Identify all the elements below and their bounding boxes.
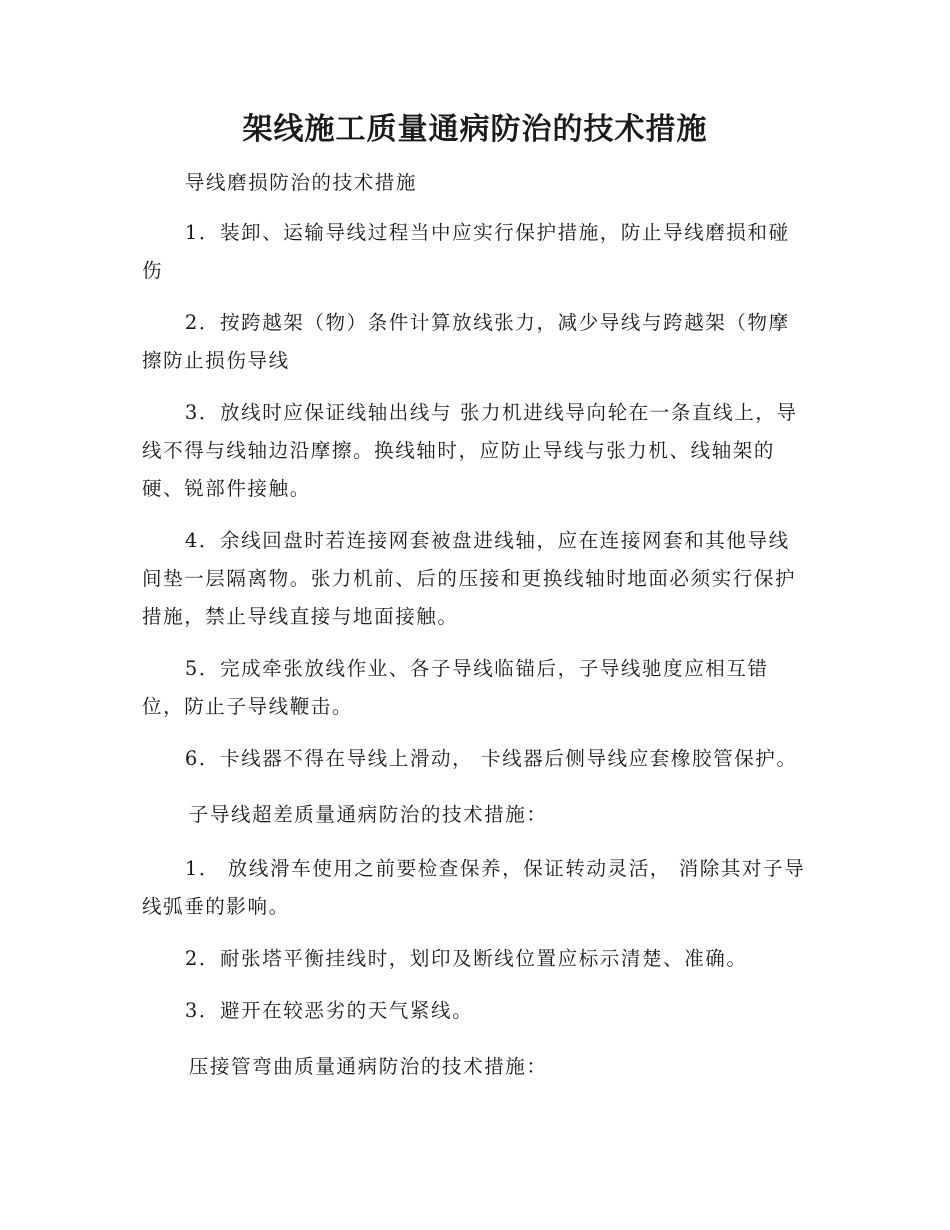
paragraph: 5．完成牵张放线作业、各子导线临锚后，子导线驰度应相互错位，防止子导线鞭击。 [142,657,769,718]
section-heading-bend: 压接管弯曲质量通病防治的技术措施： [188,1055,548,1078]
paragraph: 1． 放线滑车使用之前要检查保养，保证转动灵活， 消除其对子导线弧垂的影响。 [142,857,806,918]
paragraph: 3．放线时应保证线轴出线与 张力机进线导向轮在一条直线上，导线不得与线轴边沿摩擦。换线轴时，应防止导线与张力机、线轴架的硬、锐部件接触。 [142,401,798,500]
document-title: 架线施工质量通病防治的技术措施 [242,112,708,147]
paragraph: 6．卡线器不得在导线上滑动， 卡线器后侧导线应套橡胶管保护。 [184,747,798,770]
document-body [142,164,806,1100]
paragraph: 4．余线回盘时若连接网套被盘进线轴，应在连接网套和其他导线间垫一层隔离物。张力机前、后的压接和更换线轴时地面必须实行保护措施，禁止导线直接与地面接触。 [142,529,797,628]
section-heading-sag: 子导线超差质量通病防治的技术措施： [188,803,548,826]
paragraph: 1．装卸、运输导线过程当中应实行保护措施，防止导线磨损和碰伤 [142,221,790,282]
paragraph: 2．耐张塔平衡挂线时，划印及断线位置应标示清楚、准确。 [184,947,748,970]
paragraph: 3．避开在较恶劣的天气紧线。 [184,999,474,1022]
section-heading-wear: 导线磨损防治的技术措施 [184,171,417,194]
paragraph: 2．按跨越架（物）条件计算放线张力，减少导线与跨越架（物摩擦防止损伤导线 [142,311,790,372]
